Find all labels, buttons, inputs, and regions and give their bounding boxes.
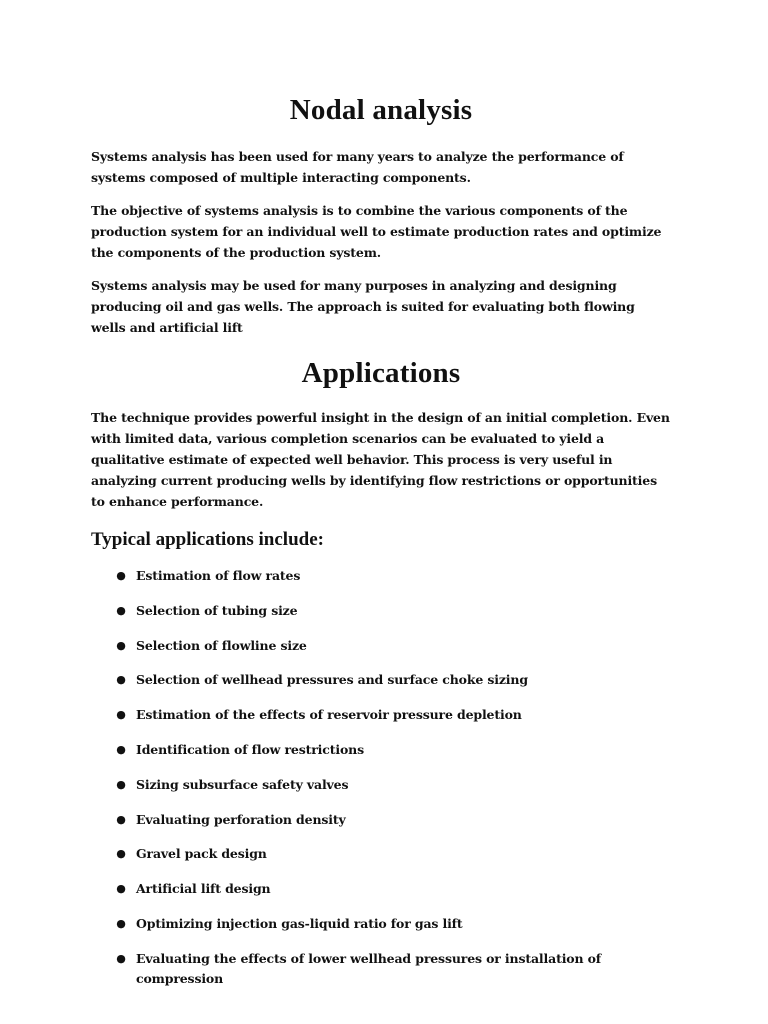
applications-paragraph: The technique provides powerful insight in the design of an initial completion. Even with limited data, various completion scenarios can be evaluated to yield a qualitative estimate of expected well behavior. This process is very useful in analyzing current producing wells by identifying flow restrictions or opportunities to enhance performance. (91, 410, 670, 509)
bullet-icon: ● (116, 812, 126, 826)
list-item (91, 705, 671, 725)
document-content (91, 92, 671, 1004)
list-item (91, 740, 671, 760)
bullet-icon: ● (116, 708, 126, 722)
bullet-icon: ● (116, 882, 126, 896)
list-item-text: Selection of tubing size (136, 602, 298, 618)
list-item (91, 949, 671, 989)
list-item-text: Sizing subsurface safety valves (136, 776, 349, 792)
intro-paragraph-1: Systems analysis has been used for many years to analyze the performance of systems composed of multiple interacting components. (91, 149, 624, 185)
list-item-text: Selection of flowline size (136, 637, 307, 653)
list-item (91, 775, 671, 795)
list-item-text: Estimation of the effects of reservoir pressure depletion (136, 707, 522, 723)
applications-heading: Applications (301, 357, 461, 389)
list-item (91, 670, 671, 690)
bullet-icon: ● (116, 569, 126, 582)
list-item (91, 844, 671, 864)
list-item-text: Evaluating the effects of lower wellhead pressures or installation of compression (136, 950, 602, 986)
list-item-text: Estimation of flow rates (136, 568, 301, 583)
list-item-text: Artificial lift design (136, 881, 271, 897)
typical-applications-heading: Typical applications include: (91, 529, 324, 550)
bullet-icon: ● (116, 847, 126, 861)
bullet-icon: ● (116, 916, 126, 930)
bullet-icon: ● (116, 951, 126, 965)
applications-list (91, 566, 671, 989)
list-item (91, 566, 671, 586)
bullet-icon: ● (116, 603, 126, 617)
list-item-text: Selection of wellhead pressures and surface choke sizing (136, 672, 528, 688)
list-item-text: Optimizing injection gas-liquid ratio for gas lift (136, 915, 463, 931)
bullet-icon: ● (116, 673, 126, 687)
intro-paragraph-3: Systems analysis may be used for many purposes in analyzing and designing producing oil and gas wells. The approach is suited for evaluating both flowing wells and artificial lift (91, 278, 635, 335)
list-item (91, 636, 671, 656)
list-item (91, 810, 671, 830)
list-item (91, 914, 671, 934)
list-item-text: Gravel pack design (136, 846, 267, 862)
page-title: Nodal analysis (289, 94, 473, 126)
list-item-text: Identification of flow restrictions (136, 741, 364, 757)
list-item (91, 601, 671, 621)
intro-paragraph-2: The objective of systems analysis is to combine the various components of the production system for an individual well to estimate production rates and optimize the components of the production system. (91, 203, 662, 260)
bullet-icon: ● (116, 638, 126, 652)
bullet-icon: ● (116, 777, 126, 791)
list-item-text: Evaluating perforation density (136, 811, 346, 827)
bullet-icon: ● (116, 742, 126, 756)
list-item (91, 879, 671, 899)
